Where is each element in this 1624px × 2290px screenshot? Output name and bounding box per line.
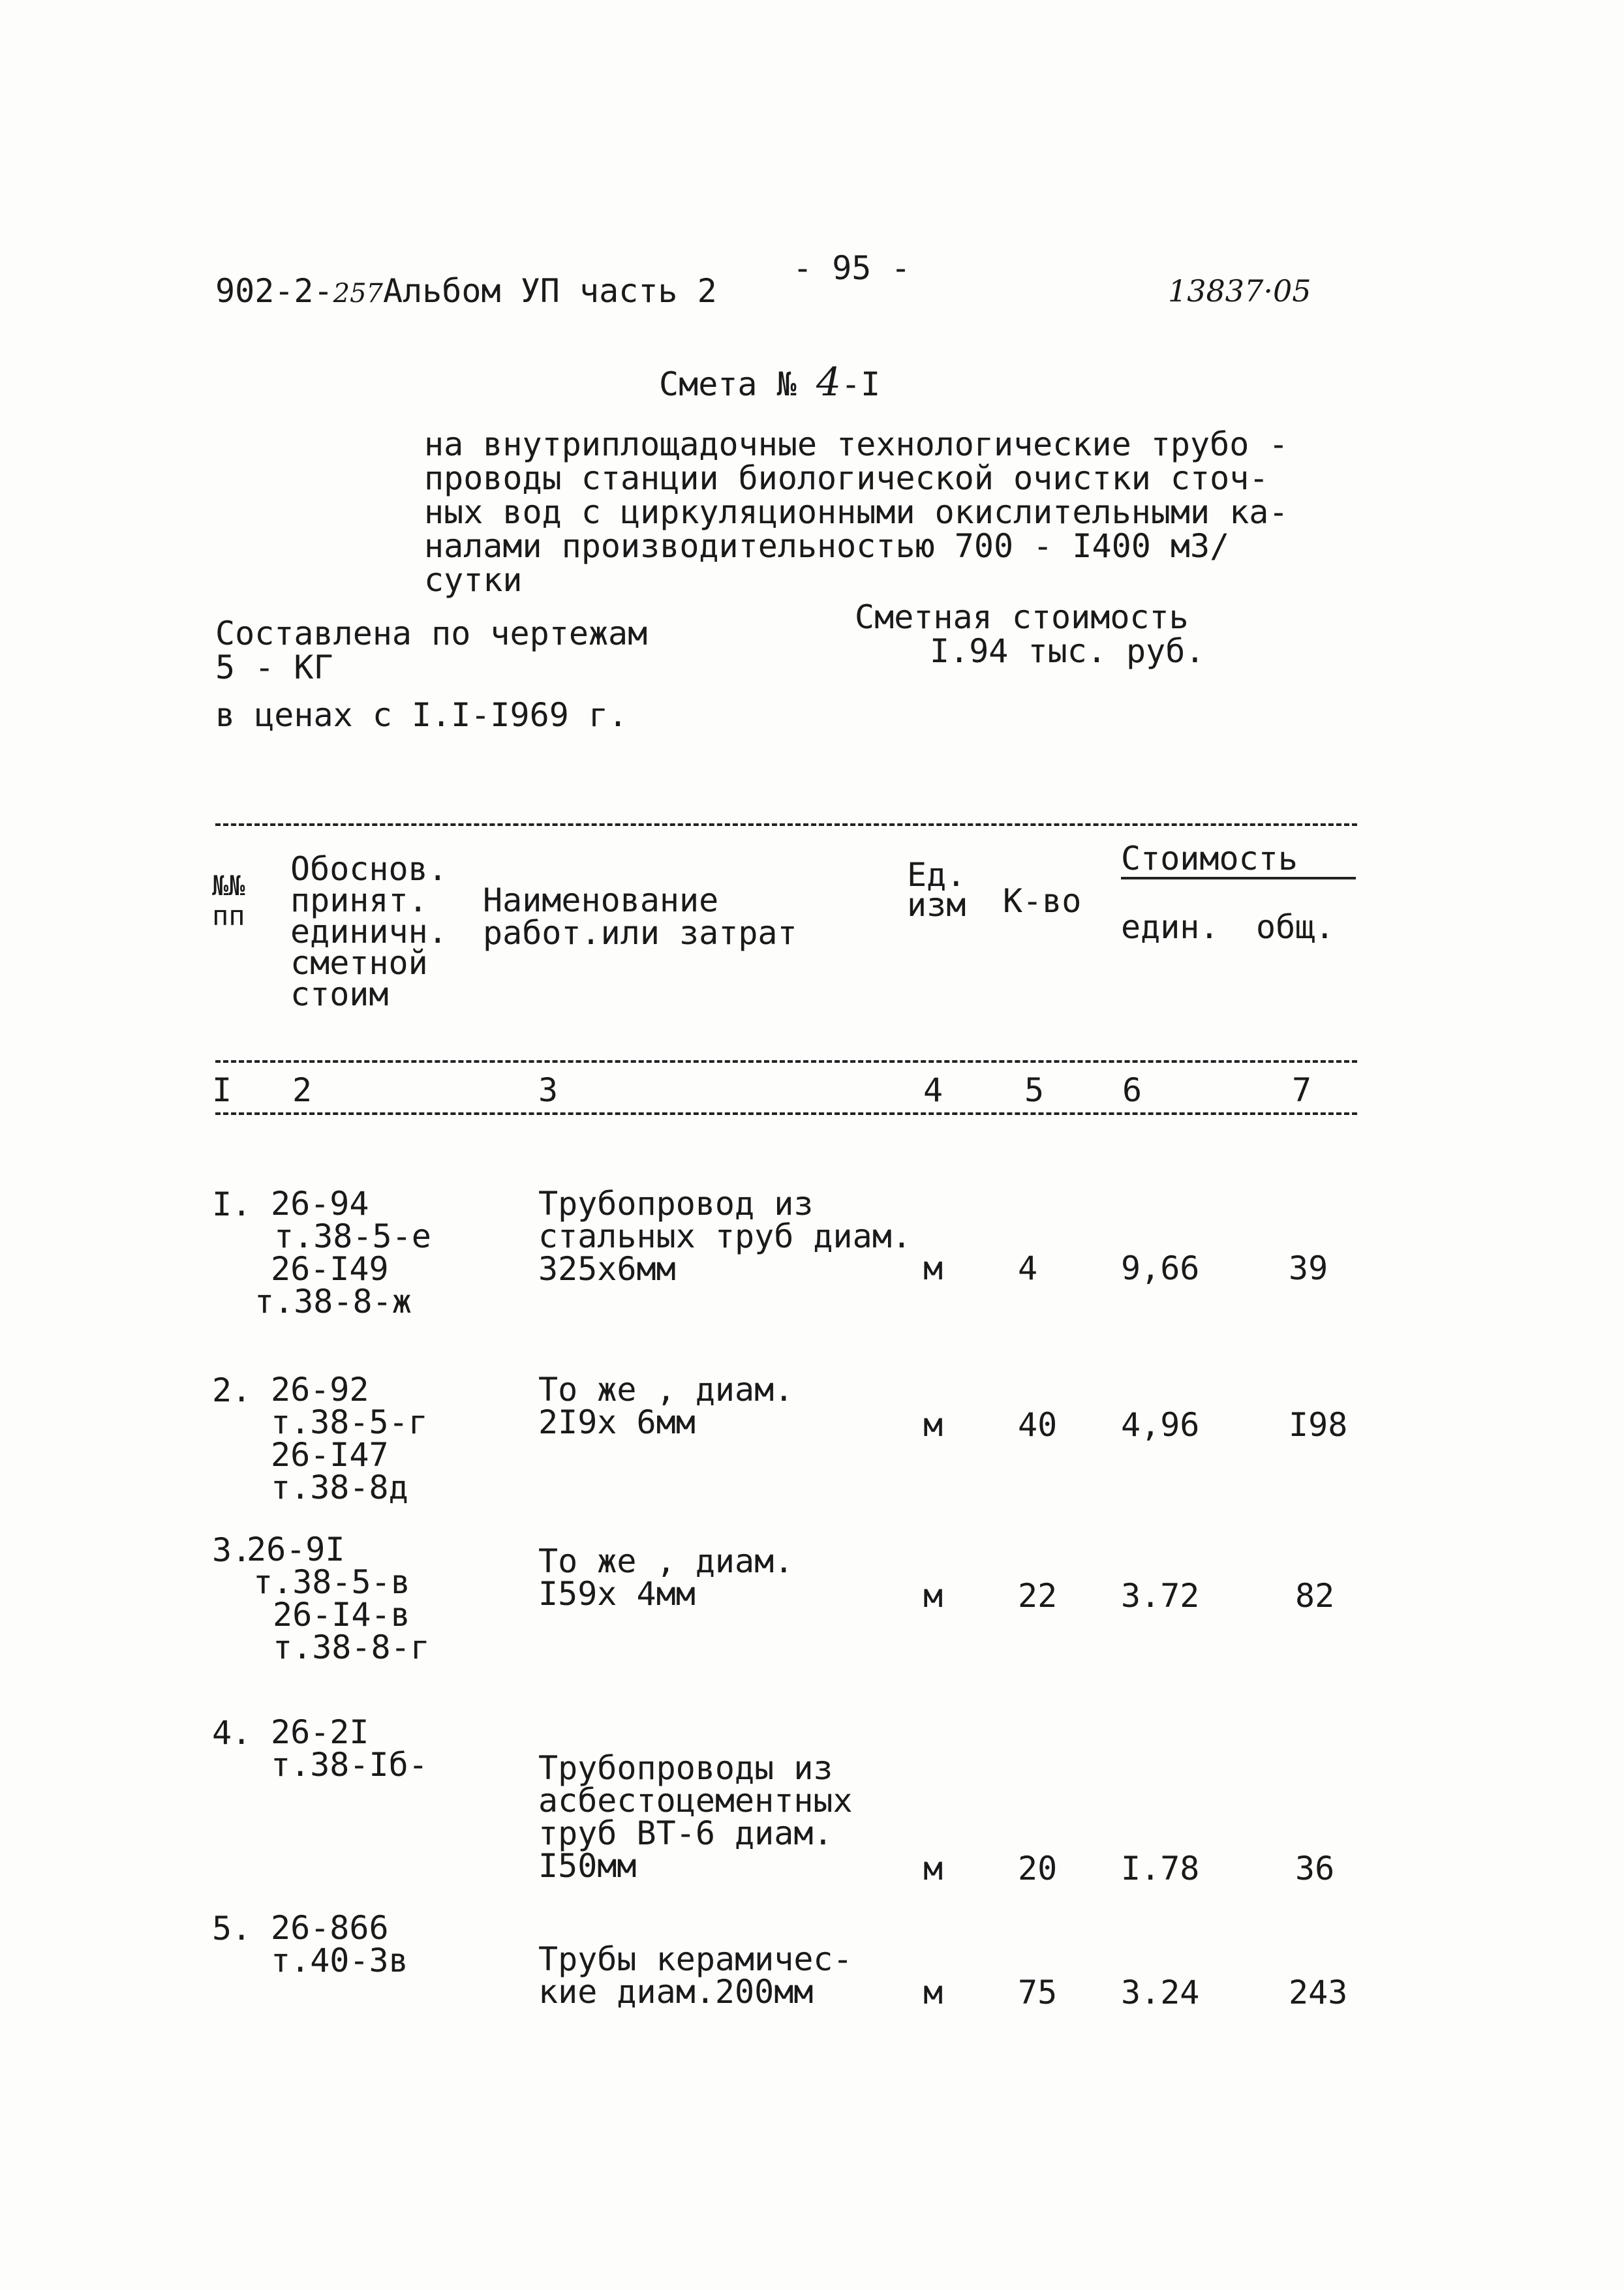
col-numbers-rule	[215, 1112, 1357, 1115]
row-num: 4.	[212, 1714, 252, 1752]
row-unit: м	[923, 1850, 943, 1887]
row-unit: м	[923, 1974, 943, 2011]
name-line: 325х6мм	[538, 1250, 676, 1288]
col-number: I	[212, 1071, 232, 1109]
row-total: 36	[1295, 1850, 1335, 1887]
header-cost-unit: един.	[1121, 908, 1219, 946]
header-name-line: работ.или затрат	[483, 914, 797, 952]
name-line: труб ВТ-6 диам.	[538, 1814, 833, 1852]
basis-line: т.38-5-в	[253, 1563, 410, 1601]
name-line: Трубопровод из	[538, 1185, 814, 1223]
header-num	[212, 871, 245, 931]
header-num-line: №№	[212, 870, 245, 902]
header-basis-line: единичн.	[290, 913, 448, 951]
description-line: налами производительностью 700 - I400 м3/	[424, 527, 1230, 565]
row-basis	[271, 1909, 408, 1979]
row-price: I.78	[1121, 1850, 1200, 1887]
col-number: 5	[1024, 1071, 1045, 1109]
header-name	[483, 881, 797, 952]
basis-line: т.40-3в	[271, 1942, 408, 1979]
compiled-drawings: 5 - КГ	[215, 649, 333, 686]
basis-line: т.38-5-е	[274, 1217, 431, 1255]
row-name	[538, 1373, 793, 1439]
compiled-by	[215, 617, 647, 684]
header-basis	[290, 850, 448, 1013]
header-unit	[907, 856, 966, 924]
estimate-number-handwritten: 4	[816, 359, 842, 405]
basis-line: 26-866	[271, 1909, 389, 1947]
header-basis-line: принят.	[290, 881, 428, 919]
header-name-line: Наименование	[483, 881, 719, 919]
header-bottom-rule	[215, 1060, 1357, 1063]
name-line: стальных труб диам.	[538, 1217, 912, 1255]
row-price: 3.24	[1121, 1974, 1200, 2011]
row-basis	[271, 1373, 428, 1504]
basis-line: т.38-Iб-	[271, 1746, 428, 1784]
name-line: I50мм	[538, 1847, 637, 1885]
basis-line: 26-9I	[247, 1531, 345, 1568]
name-line: Трубы керамичес-	[538, 1940, 853, 1978]
estimate-title	[659, 359, 881, 405]
row-qty: 75	[1018, 1974, 1058, 2011]
basis-line: т.38-8д	[271, 1469, 408, 1506]
album-label: Альбом УП часть 2	[382, 272, 717, 310]
row-basis	[271, 1713, 428, 1784]
row-total: I98	[1289, 1406, 1348, 1444]
row-qty: 40	[1018, 1406, 1058, 1444]
estimate-description	[424, 427, 1289, 597]
row-name	[538, 1749, 853, 1885]
doc-code-prefix: 902-2-	[215, 272, 333, 310]
basis-line: 26-2I	[271, 1713, 369, 1751]
col-number: 6	[1122, 1071, 1142, 1109]
name-line: То же , диам.	[538, 1371, 794, 1409]
row-qty: 22	[1018, 1577, 1058, 1615]
doc-code	[215, 274, 717, 311]
header-basis-line: Обоснов.	[290, 850, 448, 888]
row-basis	[247, 1533, 430, 1664]
col-number: 3	[538, 1071, 559, 1109]
row-num: 2.	[212, 1371, 252, 1409]
name-line: 2I9х 6мм	[538, 1403, 696, 1441]
row-total: 82	[1295, 1577, 1335, 1615]
cost-value: I.94 тыс. руб.	[930, 632, 1205, 670]
basis-line: 26-I49	[271, 1250, 389, 1288]
row-qty: 20	[1018, 1850, 1058, 1887]
header-basis-line: стоим	[290, 975, 389, 1013]
col-number: 4	[923, 1071, 943, 1109]
estimate-number-suffix: -I	[841, 365, 881, 403]
row-total: 39	[1289, 1249, 1328, 1287]
header-basis-line: сметной	[290, 944, 428, 982]
row-unit: м	[923, 1249, 943, 1287]
page-number: - 95 -	[793, 249, 911, 287]
name-line: асбестоцементных	[538, 1782, 853, 1820]
basis-line: т.38-8-ж	[254, 1283, 412, 1321]
inventory-number: 13837·05	[1168, 273, 1311, 309]
row-total: 243	[1289, 1974, 1348, 2011]
col-number: 7	[1292, 1071, 1312, 1109]
name-line: Трубопроводы из	[538, 1749, 833, 1787]
header-unit-line: изм	[907, 886, 966, 924]
description-line: проводы станции биологической очистки сточ-	[424, 459, 1269, 497]
name-line: кие диам.200мм	[538, 1973, 814, 2011]
col-number: 2	[292, 1071, 313, 1109]
table-top-rule	[215, 823, 1357, 826]
estimate-title-label: Смета №	[659, 365, 797, 403]
basis-line: 26-92	[271, 1371, 369, 1409]
name-line: I59х 4мм	[538, 1575, 696, 1613]
basis-line: т.38-5-г	[271, 1403, 428, 1441]
description-line: на внутриплощадочные технологические трубо -	[424, 425, 1289, 463]
header-unit-line: Ед.	[907, 856, 966, 894]
description-line: сутки	[424, 561, 523, 599]
basis-line: 26-I4-в	[273, 1596, 410, 1634]
header-cost-group: Стоимость	[1121, 842, 1356, 879]
name-line: То же , диам.	[538, 1542, 794, 1580]
row-basis	[254, 1185, 431, 1321]
basis-line: 26-I47	[271, 1436, 389, 1474]
header-cost-total: общ.	[1256, 908, 1335, 946]
row-num: I.	[212, 1185, 252, 1223]
header-num-line: пп	[212, 900, 245, 932]
compiled-line: Составлена по чертежам	[215, 615, 648, 652]
row-price: 3.72	[1121, 1577, 1200, 1615]
row-unit: м	[923, 1577, 943, 1615]
row-price: 4,96	[1121, 1406, 1200, 1444]
row-unit: м	[923, 1406, 943, 1444]
price-basis: в ценах с I.I-I969 г.	[215, 696, 628, 734]
row-name	[538, 1542, 794, 1613]
doc-code-handwritten: 257	[333, 279, 383, 309]
row-name	[538, 1940, 853, 2011]
description-line: ных вод с циркуляционными окислительными ка-	[424, 493, 1289, 531]
row-qty: 4	[1018, 1249, 1038, 1287]
cost-label: Сметная стоимость	[855, 598, 1189, 636]
row-name	[538, 1185, 912, 1288]
header-qty: К-во	[1003, 882, 1082, 920]
row-num: 5.	[212, 1910, 252, 1947]
basis-line: 26-94	[271, 1185, 369, 1223]
basis-line: т.38-8-г	[273, 1628, 430, 1666]
row-num: 3.	[212, 1531, 252, 1569]
row-price: 9,66	[1121, 1249, 1200, 1287]
